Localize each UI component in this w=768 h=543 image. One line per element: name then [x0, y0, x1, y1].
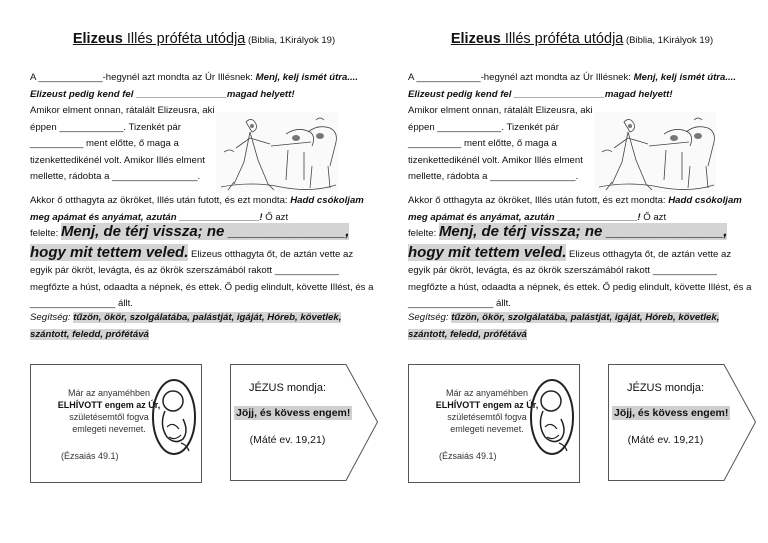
title-rest: Illés próféta utódja: [122, 31, 246, 47]
text: ment előtte, ő maga a tizenkettedikénél volt. Amikor Illés elment mellette, rádobta a: [408, 138, 583, 182]
verse-line: születésemtől fogva emlegeti nevemet.: [69, 412, 149, 434]
verse-line: Már az anyaméhben: [445, 388, 529, 398]
text: A: [30, 72, 39, 83]
baby-in-womb-icon: [529, 377, 575, 457]
quote-text: Menj, kelj ismét útra.... Elizeust pedig kend fel: [408, 72, 736, 100]
blank-field[interactable]: ____________: [416, 72, 481, 83]
verse-line-bold: ELHÍVOTT engem az Úr,: [57, 400, 161, 410]
blank-field[interactable]: _________________: [514, 88, 605, 100]
help-label: Segítség:: [30, 312, 71, 323]
blank-field[interactable]: ________________: [112, 171, 198, 182]
arrow-quote: Jöjj, és kövess engem!: [236, 407, 351, 419]
text: felelte:: [408, 228, 439, 239]
blank-field[interactable]: ____________: [274, 265, 339, 276]
quote-text: !: [637, 211, 644, 223]
paragraph-1: [30, 70, 378, 103]
text: megfőzte a húst, odaadta a népnek, és ettek. Ő pedig elindult, követte Illést, és a: [408, 281, 752, 293]
blank-field[interactable]: ________________: [490, 171, 576, 182]
blank-field[interactable]: __________: [30, 138, 84, 149]
verse-arrow-card: [230, 364, 378, 481]
verse-line: születésemtől fogva emlegeti nevemet.: [447, 412, 527, 434]
text: .: [197, 171, 201, 182]
help-word-list: tűzön, ökör, szolgálatába, palástját, igáját, Hóreb, követlek, szántott, feledd, prófétává: [30, 312, 342, 340]
text: felelte:: [30, 228, 61, 239]
verse-card-left: [408, 364, 580, 483]
help-word-list: tűzön, ökör, szolgálatába, palástját, igáját, Hóreb, követlek, szántott, feledd, prófétává: [408, 312, 720, 340]
highlight-quote: , hogy mit tettem veled.: [408, 223, 728, 261]
highlight-quote: Menj, de térj vissza; ne: [60, 223, 229, 240]
paragraph-4: [30, 222, 378, 313]
blank-field[interactable]: _________________: [136, 88, 227, 100]
plowing-oxen-illustration: [216, 112, 338, 192]
blank-field[interactable]: ______________: [228, 223, 346, 240]
blank-field[interactable]: ____________: [652, 265, 717, 276]
help-label: Segítség:: [408, 312, 449, 323]
text: Akkor ő otthagyta az ökröket, Illés után futott, és ezt mondta:: [30, 195, 291, 206]
quote-text: !: [259, 211, 266, 223]
blank-field[interactable]: _______________: [179, 211, 260, 223]
blank-field[interactable]: ____________: [38, 72, 103, 83]
blank-field[interactable]: _______________: [557, 211, 638, 223]
blank-field[interactable]: __________: [408, 138, 462, 149]
text: Elizeus otthagyta őt, de aztán vette az egyik pár ökröt, levágta, és az ökrök szerszámából rakott: [30, 248, 354, 276]
highlight-quote: , hogy mit tettem veled.: [30, 223, 350, 261]
text: . Tizenkét pár: [501, 121, 559, 133]
worksheet-title: [408, 30, 756, 47]
verse-text: [53, 387, 165, 435]
text: Ő azt: [265, 211, 289, 223]
verse-reference: (Ézsaiás 49.1): [61, 451, 119, 461]
title-bold: Elizeus: [72, 31, 123, 47]
title-bold: Elizeus: [450, 31, 501, 47]
quote-text: Hadd csókoljam meg apámat és anyámat, azután: [30, 195, 364, 223]
text: Amikor elment onnan, rátalált Elizeusra, aki éppen: [30, 105, 215, 133]
paragraph-4: [408, 222, 756, 313]
text: Elizeus otthagyta őt, de aztán vette az egyik pár ökröt, levágta, és az ökrök szerszámából rakott: [408, 248, 732, 276]
blank-field[interactable]: ____________: [437, 121, 502, 133]
arrow-quote: Jöjj, és kövess engem!: [614, 407, 729, 419]
text: . Tizenkét pár: [123, 121, 181, 133]
text: állt.: [493, 298, 511, 309]
title-rest: Illés próféta utódja: [500, 31, 624, 47]
text: -hegynél azt mondta az Úr Illésnek:: [102, 72, 256, 83]
text: Ő azt: [643, 211, 667, 223]
text: Akkor ő otthagyta az ökröket, Illés után futott, és ezt mondta:: [408, 195, 669, 206]
quote-text: magad helyett!: [226, 88, 295, 100]
blank-field[interactable]: ________________: [30, 298, 116, 309]
help-words: [408, 310, 756, 343]
worksheet-title: [30, 30, 378, 47]
text: állt.: [115, 298, 133, 309]
verse-line-bold: ELHÍVOTT engem az Úr,: [435, 400, 539, 410]
text: -hegynél azt mondta az Úr Illésnek:: [480, 72, 634, 83]
verse-card-left: [30, 364, 202, 483]
baby-in-womb-icon: [151, 377, 197, 457]
arrow-heading: JÉZUS mondja:: [626, 382, 705, 394]
paragraph-2: [30, 103, 215, 186]
title-reference: (Biblia, 1Királyok 19): [623, 35, 714, 46]
text: ment előtte, ő maga a tizenkettedikénél volt. Amikor Illés elment mellette, rádobta a: [30, 138, 205, 182]
quote-text: magad helyett!: [604, 88, 673, 100]
arrow-heading: JÉZUS mondja:: [248, 382, 327, 394]
arrow-reference: (Máté ev. 19,21): [627, 434, 704, 446]
plowing-oxen-illustration: [594, 112, 716, 192]
verse-arrow-card: [608, 364, 756, 481]
verse-reference: (Ézsaiás 49.1): [439, 451, 497, 461]
paragraph-2: [408, 103, 593, 186]
blank-field[interactable]: ______________: [606, 223, 724, 240]
verse-text: [431, 387, 543, 435]
help-words: [30, 310, 378, 343]
text: .: [575, 171, 579, 182]
text: megfőzte a húst, odaadta a népnek, és ettek. Ő pedig elindult, követte Illést, és a: [30, 281, 374, 293]
arrow-reference: (Máté ev. 19,21): [249, 434, 326, 446]
blank-field[interactable]: ____________: [59, 121, 124, 133]
quote-text: Menj, kelj ismét útra.... Elizeust pedig kend fel: [30, 72, 358, 100]
blank-field[interactable]: ________________: [408, 298, 494, 309]
text: Amikor elment onnan, rátalált Elizeusra, aki éppen: [408, 105, 593, 133]
worksheet-left: [30, 0, 378, 543]
worksheet-right: [408, 0, 756, 543]
quote-text: Hadd csókoljam meg apámat és anyámat, azután: [408, 195, 742, 223]
highlight-quote: Menj, de térj vissza; ne: [438, 223, 607, 240]
verse-line: Már az anyaméhben: [67, 388, 151, 398]
title-reference: (Biblia, 1Királyok 19): [245, 35, 336, 46]
text: A: [408, 72, 417, 83]
paragraph-1: [408, 70, 756, 103]
